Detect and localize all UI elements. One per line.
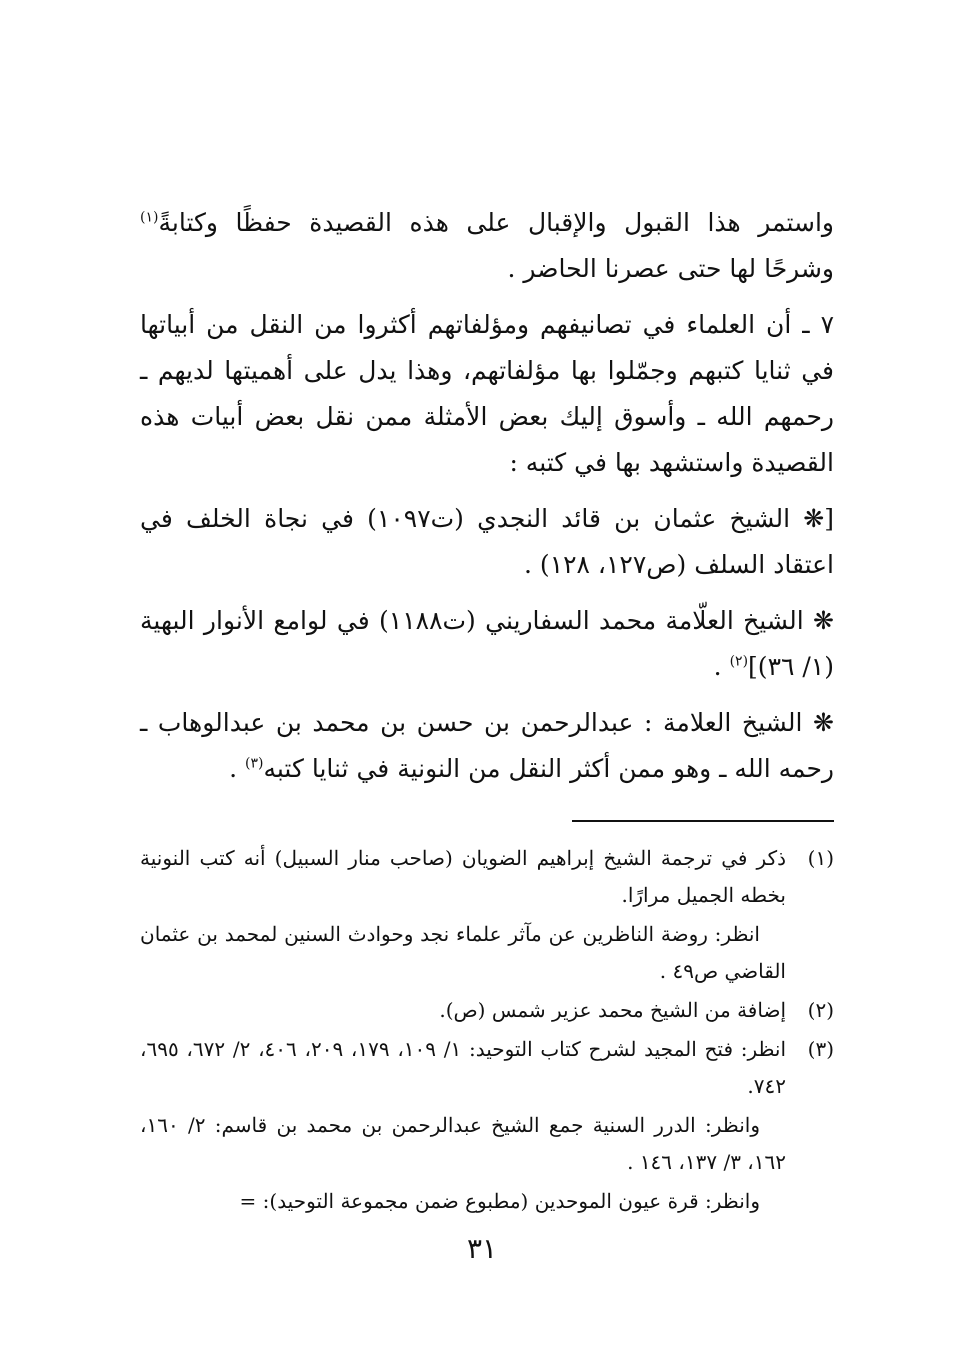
body-paragraph-5 [140,700,834,792]
footnote-number [786,1183,834,1220]
paragraph-text: واستمر هذا القبول والإقبال على هذه القصيدة حفظًا وكتابةً [158,208,834,237]
paragraph-text: ❋ الشيخ العلّامة محمد السفاريني (ت١١٨٨) في لوامع الأنوار البهية (١/ ٣٦)] [140,606,834,681]
footnote-3 [140,1031,834,1105]
footnote-text: إضافة من الشيخ محمد عزير شمس (ص). [439,998,786,1022]
footnote-text: وانظر: قرة عيون الموحدين (مطبوع ضمن مجموعة التوحيد): = [239,1189,760,1213]
body-paragraph-2 [140,302,834,486]
footnote-number [786,916,834,990]
footnote-number [786,1107,834,1181]
footnote-1-continued [140,916,834,990]
footnote-number: (٣) [807,1037,834,1061]
footnote-text: وانظر: الدرر السنية جمع الشيخ عبدالرحمن بن محمد بن قاسم: ٢/ ١٦٠، ١٦٢، ٣/ ١٣٧، ١٤٦ . [140,1113,786,1174]
footnote-separator [572,820,834,822]
footnote-3-continued-b [140,1183,834,1220]
footnote-1 [140,840,834,914]
paragraph-tail: . [713,652,730,681]
footnote-3-continued-a [140,1107,834,1181]
footnote-text: انظر: فتح المجيد لشرح كتاب التوحيد: ١/ ١٠٩، ١٧٩، ٢٠٩، ٤٠٦، ٢/ ٦٧٢، ٦٩٥، ٧٤٢. [140,1037,787,1098]
footnote-ref: (٢) [729,653,749,670]
body-paragraph-3 [140,496,834,588]
footnote-number: (٢) [807,998,834,1022]
footnote-text: ذكر في ترجمة الشيخ إبراهيم الضويان (صاحب منار السبيل) أنه كتب النونية بخطه الجميل مرارًا. [140,846,786,907]
paragraph-text: ❋ الشيخ العلامة : عبدالرحمن بن حسن بن محمد بن عبدالوهاب ـ رحمه الله ـ وهو ممن أكثر النقل من النونية في ثنايا كتبه [140,708,834,783]
page-content [140,200,834,1222]
footnote-ref: (٣) [245,755,264,772]
paragraph-text: ٧ ـ أن العلماء في تصانيفهم ومؤلفاتهم أكثروا من النقل من أبياتها في ثنايا كتبهم وجمّلوا بها مؤلفاتهم، وهذا يدل على أهميتها لديهم ـ رحمهم الله ـ وأسوق إليك بعض الأمثلة ممن نقل بعض أبيات هذه القصيدة واستشهد بها في كتبه : [140,310,834,477]
footnote-ref: (١) [140,209,159,226]
footnote-2 [140,992,834,1029]
body-paragraph-4 [140,598,834,690]
paragraph-text: [❋ الشيخ عثمان بن قائد النجدي (ت١٠٩٧) في نجاة الخلف في اعتقاد السلف (ص١٢٧، ١٢٨) . [140,504,834,579]
footnote-number: (١) [807,846,834,870]
paragraph-tail: وشرحًا لها حتى عصرنا الحاضر . [507,254,834,283]
body-paragraph-1 [140,200,834,292]
page-number: ٣١ [466,1232,498,1265]
footnote-text: انظر: روضة الناظرين عن مآثر علماء نجد وحوادث السنين لمحمد بن عثمان القاضي ص٤٩ . [140,922,786,983]
paragraph-tail: . [229,754,246,783]
